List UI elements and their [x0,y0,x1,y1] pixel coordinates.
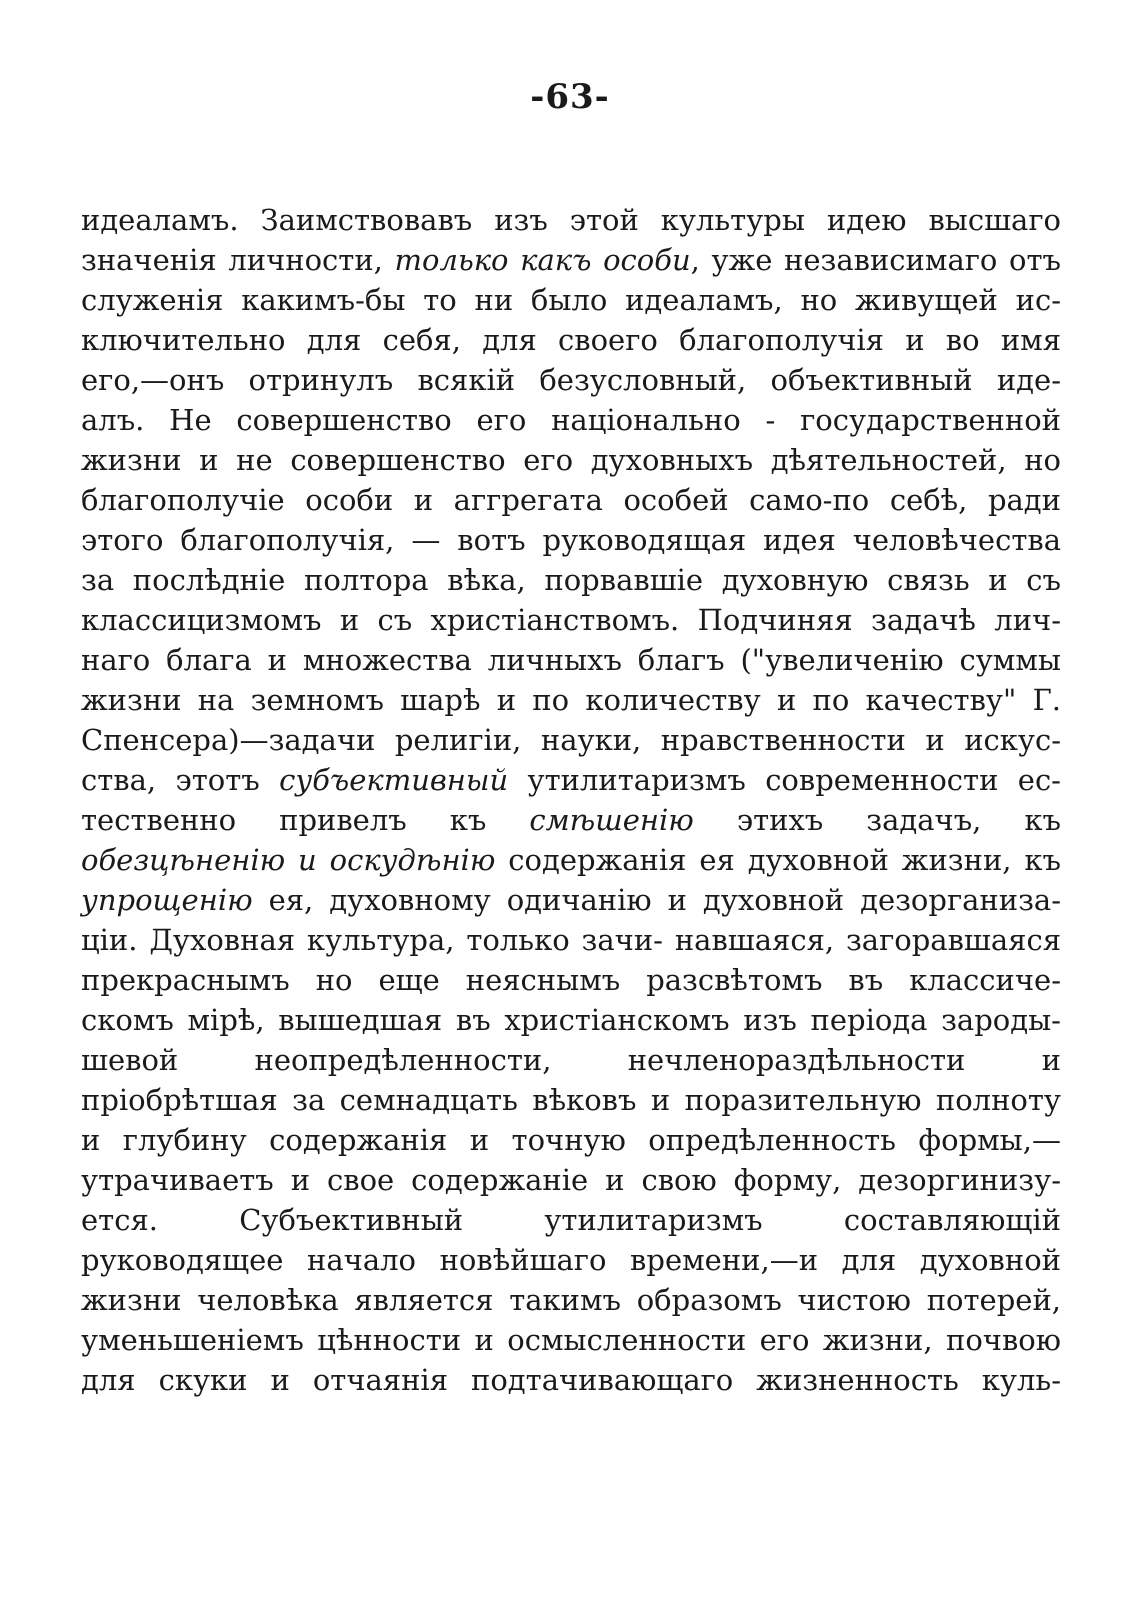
text-segment: тественно привелъ къ [81,803,530,837]
text-line [81,280,1061,320]
text-segment: уменьшеніемъ цѣнности и осмысленности его жизни, почвою [81,1323,1061,1357]
text-line [81,1160,1061,1200]
text-line [81,360,1061,400]
text-line [81,600,1061,640]
text-segment: его,—онъ отринулъ всякій безусловный, объективный иде- [81,363,1061,397]
text-segment: служенія какимъ-бы то ни было идеаламъ, но живущей ис- [81,283,1061,317]
text-segment: , уже независимаго отъ [690,243,1061,277]
text-segment: благополучіе особи и аггрегата особей само-по себѣ, ради [81,483,1061,517]
text-line [81,400,1061,440]
text-line [81,880,1061,920]
text-line [81,1000,1061,1040]
text-segment: пріобрѣтшая за семнадцать вѣковъ и поразительную полноту [81,1083,1061,1117]
text-segment: и глубину содержанія и точную опредѣленность формы,— [81,1123,1061,1157]
text-line [81,720,1061,760]
text-segment: жизни человѣка является такимъ образомъ чистою потерей, [81,1283,1061,1317]
text-line [81,1360,1061,1400]
text-line [81,1320,1061,1360]
text-segment: значенія личности, [81,243,395,277]
text-line [81,1040,1061,1080]
italic-text: обезцѣненію и оскудѣнію [81,843,496,877]
text-segment: утрачиваетъ и свое содержаніе и свою форму, дезоргинизу- [81,1163,1061,1197]
text-segment: ства, этотъ [81,763,280,797]
text-line [81,240,1061,280]
text-line [81,440,1061,480]
text-line [81,1120,1061,1160]
text-line [81,640,1061,680]
text-line [81,760,1061,800]
text-line [81,800,1061,840]
text-segment: наго блага и множества личныхъ благъ ("увеличенію суммы [81,643,1061,677]
text-segment: для скуки и отчаянія подтачивающаго жизненность куль- [81,1363,1061,1397]
text-line [81,920,1061,960]
text-segment: идеаламъ. Заимствовавъ изъ этой культуры идею высшаго [81,203,1061,237]
text-segment: шевой неопредѣленности, нечленораздѣльности и [81,1043,1061,1077]
text-line [81,1240,1061,1280]
text-segment: скомъ мірѣ, вышедшая въ христіанскомъ изъ періода зароды- [81,1003,1061,1037]
text-line [81,1200,1061,1240]
text-line [81,560,1061,600]
text-line [81,680,1061,720]
text-segment: Спенсера)—задачи религіи, науки, нравственности и искус- [81,723,1061,757]
italic-text: смѣшенію [529,803,694,837]
italic-text: субъективный [279,763,509,797]
text-segment: жизни и не совершенство его духовныхъ дѣятельностей, но [81,443,1061,477]
text-segment: алъ. Не совершенство его національно - государственной [81,403,1061,437]
text-line [81,480,1061,520]
text-segment: классицизмомъ и съ христіанствомъ. Подчиняя задачѣ лич- [81,603,1061,637]
text-segment: прекраснымъ но еще неяснымъ разсвѣтомъ въ классиче- [81,963,1061,997]
text-segment: этихъ задачъ, къ [693,803,1061,837]
text-segment: ея, духовному одичанію и духовной дезорганиза- [252,883,1061,917]
text-segment: утилитаризмъ современности ес- [508,763,1061,797]
text-line [81,320,1061,360]
text-segment: ключительно для себя, для своего благополучія и во имя [81,323,1061,357]
text-segment: ется. Субъективный утилитаризмъ составляющій [81,1203,1061,1237]
text-segment: руководящее начало новѣйшаго времени,—и для духовной [81,1243,1061,1277]
italic-text: упрощенію [81,883,253,917]
body-text [81,200,1061,1400]
text-line [81,1080,1061,1120]
text-line [81,840,1061,880]
italic-text: только какъ особи [394,243,691,277]
text-segment: за послѣдніе полтора вѣка, порвавшіе духовную связь и съ [81,563,1061,597]
text-line [81,520,1061,560]
text-segment: ціи. Духовная культура, только зачи- навшаяся, загоравшаяся [81,923,1061,957]
text-line [81,1280,1061,1320]
text-line [81,200,1061,240]
text-segment: этого благополучія, — вотъ руководящая идея человѣчества [81,523,1061,557]
text-line [81,960,1061,1000]
text-segment: жизни на земномъ шарѣ и по количеству и по качеству" Г. [81,683,1061,717]
text-segment: содержанія ея духовной жизни, къ [495,843,1061,877]
page-number: -63- [530,77,610,117]
